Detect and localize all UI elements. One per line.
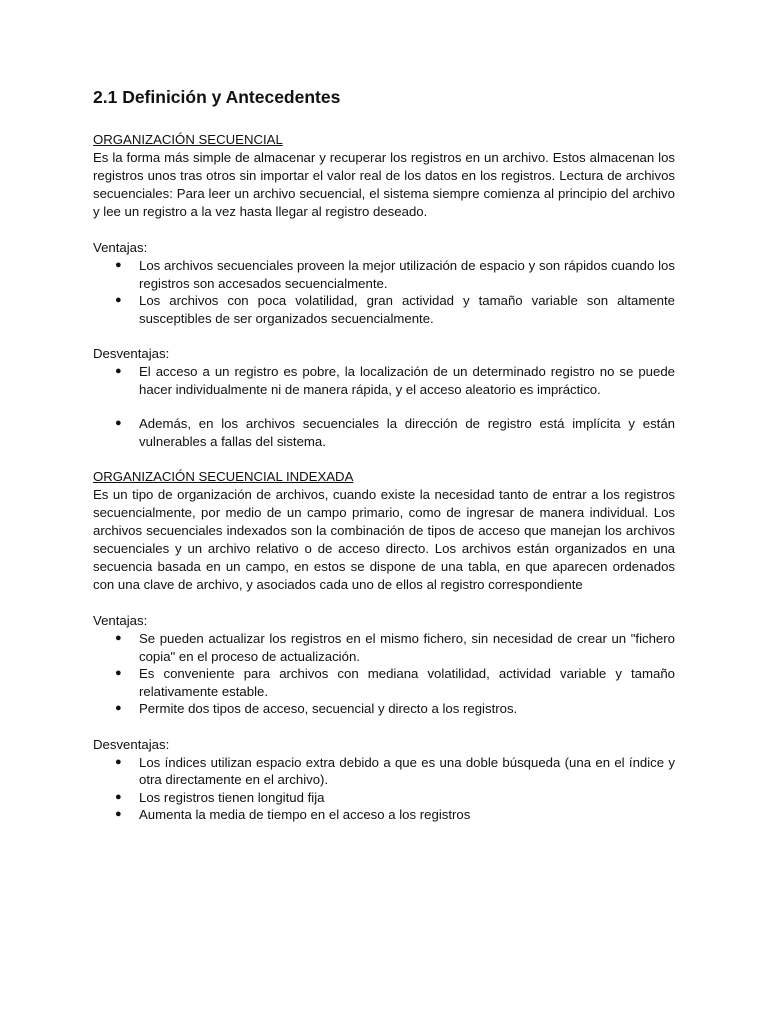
ventajas-list-1 <box>93 257 675 327</box>
bullet-icon: ● <box>115 790 122 803</box>
bullet-icon: ● <box>115 702 122 714</box>
list-item: ● Los archivos con poca volatilidad, gran actividad y tamaño variable son altamente susceptibles de ser organizados secuencialmente. <box>115 293 675 326</box>
desventajas-list-1 <box>93 363 675 450</box>
desventajas-label-1: Desventajas: <box>93 346 170 361</box>
bullet-icon: ● <box>115 294 122 306</box>
document-page <box>93 86 675 824</box>
bullet-icon: ● <box>115 632 122 644</box>
list-item: ● Además, en los archivos secuenciales la dirección de registro está implícita y están vulnerables a fallas del sistema. <box>115 416 675 449</box>
bullet-icon: ● <box>115 259 122 271</box>
ventajas-label-1: Ventajas: <box>93 240 148 255</box>
list-item: ● Los registros tienen longitud fija <box>115 789 325 805</box>
page-title: 2.1 Definición y Antecedentes <box>93 87 341 107</box>
list-item: ● Es conveniente para archivos con mediana volatilidad, actividad variable y tamaño relativamente estable. <box>115 666 675 699</box>
ventajas-list-2 <box>93 630 675 718</box>
bullet-icon: ● <box>115 808 122 820</box>
list-item: ● Los archivos secuenciales proveen la mejor utilización de espacio y son rápidos cuando los registros son accesados secuencialmente. <box>115 258 675 291</box>
list-item: ● Los índices utilizan espacio extra debido a que es una doble búsqueda (una en el índice y otra directamente en el archivo). <box>115 754 675 787</box>
list-item: ● El acceso a un registro es pobre, la localización de un determinado registro no se puede hacer individualmente ni de manera rápida, y el acceso aleatorio es impráctico. <box>115 364 675 397</box>
paragraph-secuencial: Es la forma más simple de almacenar y recuperar los registros en un archivo. Estos almacenan los registros unos tras otros sin importar el valor real de los datos en los registros. Lectura de archivos secuenciales: Para leer un archivo secuencial, el sistema siempre comienza al principio del archivo y lee un registro a la vez hasta llegar al registro deseado. <box>93 150 675 219</box>
bullet-icon: ● <box>115 755 122 768</box>
bullet-icon: ● <box>115 417 122 429</box>
section-heading-secuencial: ORGANIZACIÓN SECUENCIAL <box>93 132 283 147</box>
ventajas-label-2: Ventajas: <box>93 613 148 628</box>
paragraph-indexada: Es un tipo de organización de archivos, cuando existe la necesidad tanto de entrar a los registros secuencialmente, por medio de un campo primario, como de ingresar de manera individual. Los archivos secuenciales indexados son la combinación de tipos de acceso que manejan los archivos secuenciales y un archivo relativo o de acceso directo. Los archivos están organizados en una secuencia basada en un campo, en estos se dispone de una tabla, en que aparecen ordenados con una clave de archivo, y asociados cada uno de ellos al registro correspondiente <box>93 487 675 592</box>
list-item: ● Aumenta la media de tiempo en el acceso a los registros <box>115 807 471 822</box>
section-heading-indexada: ORGANIZACIÓN SECUENCIAL INDEXADA <box>93 469 354 484</box>
list-item: ● Se pueden actualizar los registros en el mismo fichero, sin necesidad de crear un "fichero copia" en el proceso de actualización. <box>115 631 675 664</box>
bullet-icon: ● <box>115 365 122 377</box>
desventajas-list-2 <box>93 754 675 824</box>
bullet-icon: ● <box>115 667 122 679</box>
desventajas-label-2: Desventajas: <box>93 736 170 752</box>
list-item: ● Permite dos tipos de acceso, secuencial y directo a los registros. <box>115 701 518 716</box>
